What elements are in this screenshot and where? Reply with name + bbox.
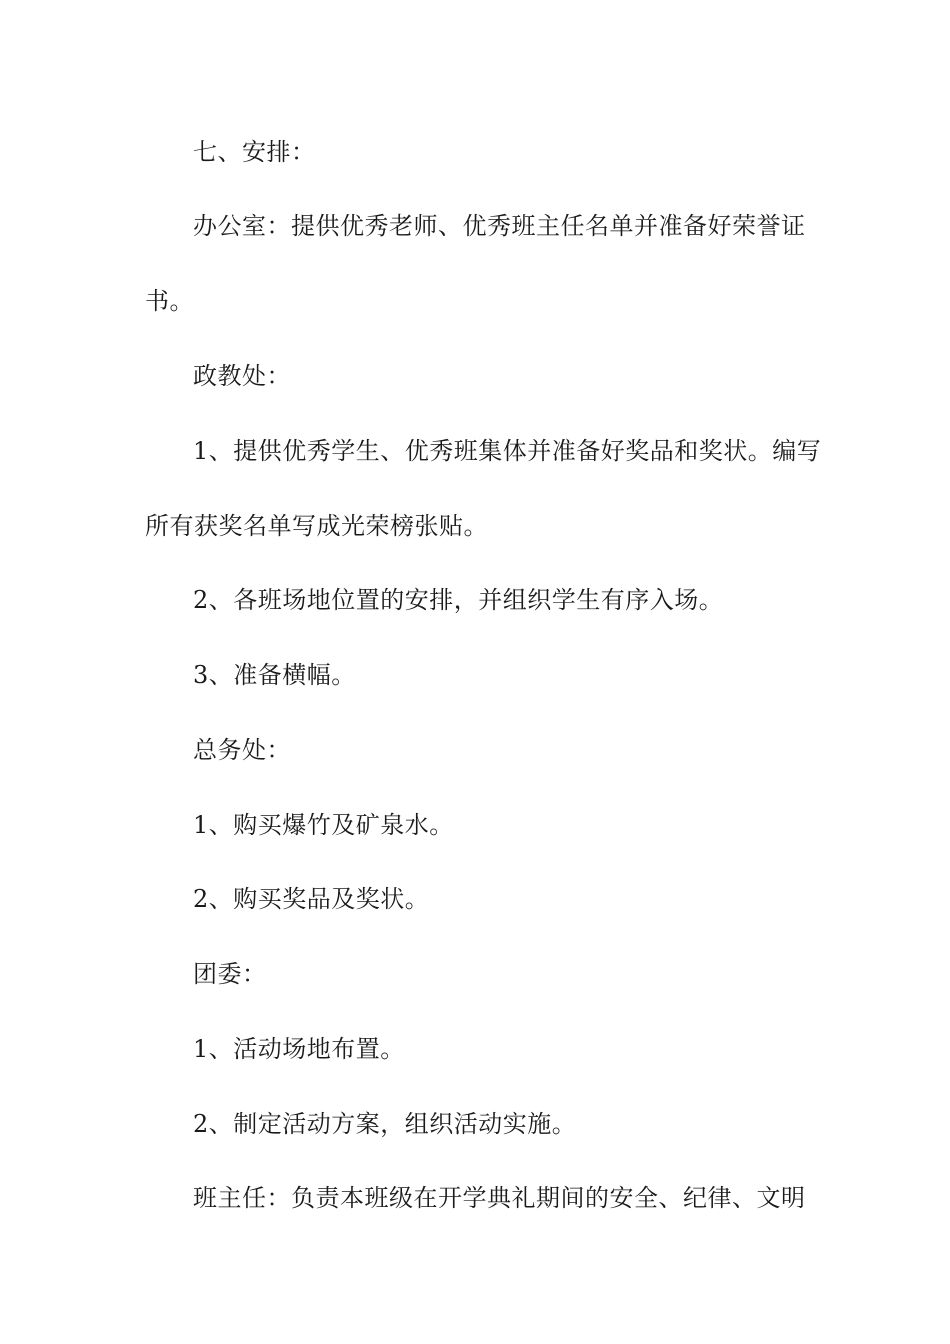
paragraph-league-item-1: 1、活动场地布置。	[193, 1035, 405, 1063]
paragraph-general-item-1: 1、购买爆竹及矿泉水。	[193, 811, 454, 839]
section-heading-arrangement: 七、安排：	[193, 138, 316, 166]
paragraph-item-1: 1、提供优秀学生、优秀班集体并准备好奖品和奖状。编写	[193, 437, 822, 465]
paragraph-item-1-continued: 所有获奖名单写成光荣榜张贴。	[145, 512, 488, 540]
paragraph-office: 办公室：提供优秀老师、优秀班主任名单并准备好荣誉证	[193, 212, 806, 240]
heading-youth-league: 团委：	[193, 960, 267, 988]
heading-political-education-office: 政教处：	[193, 362, 291, 390]
paragraph-league-item-2: 2、制定活动方案，组织活动实施。	[193, 1110, 577, 1138]
paragraph-head-teacher: 班主任：负责本班级在开学典礼期间的安全、纪律、文明	[193, 1184, 806, 1212]
paragraph-general-item-2: 2、购买奖品及奖状。	[193, 885, 430, 913]
heading-general-affairs-office: 总务处：	[193, 736, 291, 764]
paragraph-office-continued: 书。	[145, 287, 194, 315]
paragraph-item-3: 3、准备横幅。	[193, 661, 356, 689]
paragraph-item-2: 2、各班场地位置的安排，并组织学生有序入场。	[193, 586, 724, 614]
